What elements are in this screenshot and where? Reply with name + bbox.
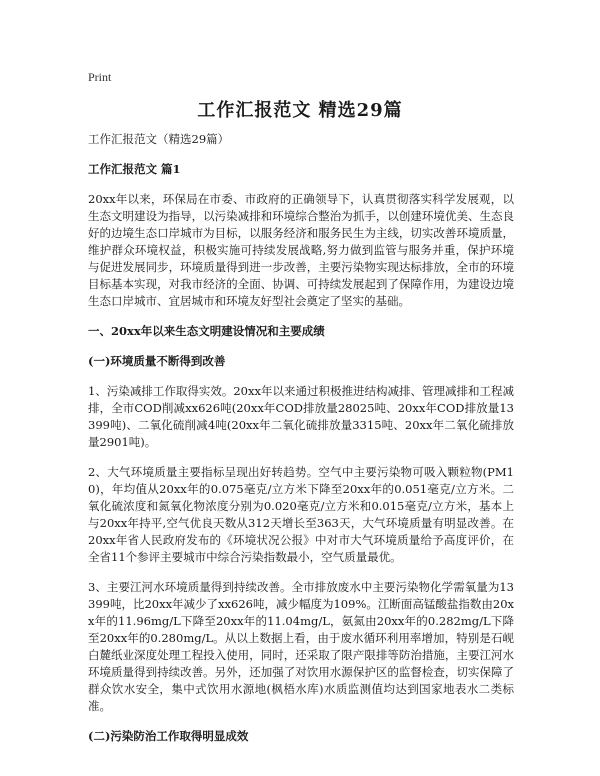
subsection-heading-2: (二)污染防治工作取得明显成效 <box>88 729 249 743</box>
page-title: 工作汇报范文 精选29篇 <box>197 100 403 121</box>
paragraph-item-1: 1、污染减排工作取得实效。20xx年以来通过积极推进结构减排、管理减排和工程减排，全市COD削减xx626吨(20xx年COD排放量28025吨、20xx年COD排放量13399吨)、二氧化硫削减4吨(20xx年二氧化硫排放量3315吨、20xx年二氧化硫排放量2901吨)。 <box>88 384 514 449</box>
print-link[interactable]: Print <box>88 70 112 84</box>
document-body <box>88 131 514 758</box>
paragraph-item-3: 3、主要江河水环境质量得到持续改善。全市排放废水中主要污染物化学需氧量为13399吨，比20xx年减少了xx626吨，减少幅度为109%。江断面高锰酸盐指数由20xx年的11.96mg/L下降至20xx年的11.04mg/L，氨氮由20xx年的0.282mg/L下降至20xx年的0.280mg/L。从以上数据上看，由于废水循环利用率增加，特别是石岘白麓纸业深度处理工程投入使用，同时，还采取了限产限排等防治措施，主要江河水环境质量得到持续改善。另外，还加强了对饮用水源保护区的监督检查，切实保障了群众饮水安全，集中式饮用水源地(枫梧水库)水质监测值均达到国家地表水二类标准。 <box>88 580 514 713</box>
intro-paragraph: 20xx年以来，环保局在市委、市政府的正确领导下，认真贯彻落实科学发展观，以生态文明建设为指导，以污染减排和环境综合整治为抓手，以创建环境优美、生态良好的边境生态口岸城市为目标，以服务经济和服务民生为主线，切实改善环境质量，维护群众环境权益，积极实施可持续发展战略,努力做到监管与服务并重，保护环境与促进发展同步，环境质量得到进一步改善，主要污染物实现达标排放，全市的环境目标基本实现，对我市经济的全面、协调、可持续发展起到了保障作用，为建设边境生态口岸城市、宜居城市和环境友好型社会奠定了坚实的基础。 <box>88 192 514 308</box>
document-subtitle: 工作汇报范文（精选29篇） <box>88 132 230 146</box>
subsection-heading-1: (一)环境质量不断得到改善 <box>88 354 226 368</box>
section-heading-1: 一、20xx年以来生态文明建设情况和主要成绩 <box>88 324 325 338</box>
paragraph-item-2: 2、大气环境质量主要指标呈现出好转趋势。空气中主要污染物可吸入颗粒物(PM10)，年均值从20xx年的0.075毫克/立方米下降至20xx年的0.051毫克/立方米。二氧化硫浓度和氮氧化物浓度分别为0.020毫克/立方米和0.015毫克/立方米，基本上与20xx年持平,空气优良天数从312天增长至363天，大气环境质量有明显改善。在20xx年省人民政府发布的《环境状况公报》中对市大气环境质量给予高度评价，在全省11个参评主要城市中综合污染指数最小，空气质量最优。 <box>88 465 514 564</box>
article-heading: 工作汇报范文 篇1 <box>88 162 181 176</box>
